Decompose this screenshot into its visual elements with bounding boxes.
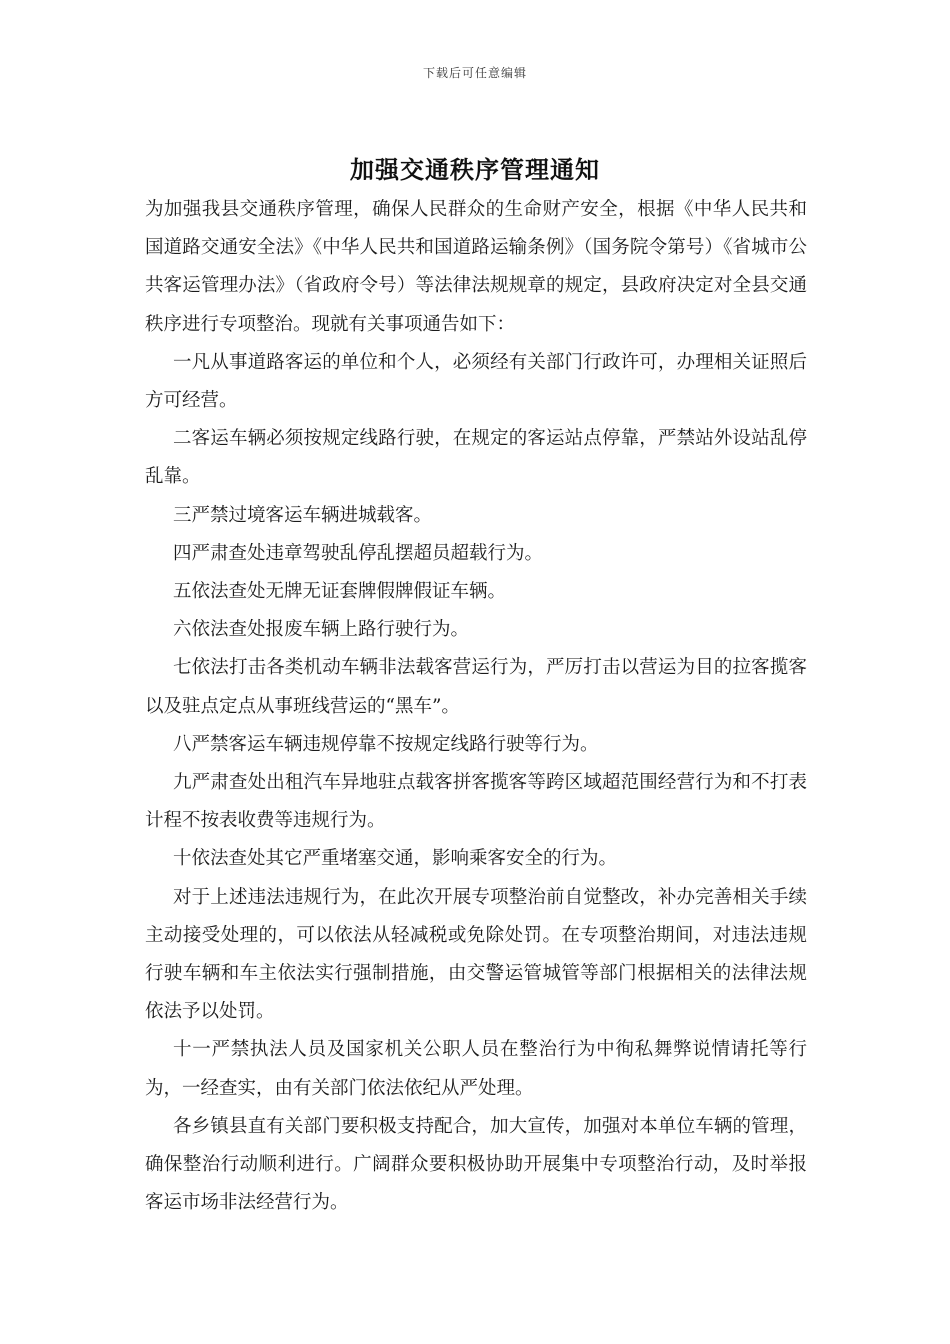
item-paragraph-10: 十依法查处其它严重堵塞交通，影响乘客安全的行为。 xyxy=(173,848,618,870)
header-note: 下载后可任意编辑 xyxy=(422,66,527,80)
item-paragraph-1: 一凡从事道路客运的单位和个人，必须经有关部门行政许可，办理相关证照后方可经营。 xyxy=(145,351,807,412)
document-body xyxy=(145,191,807,1222)
item-paragraph-3: 三严禁过境客运车辆进城载客。 xyxy=(173,504,433,526)
item-paragraph-11: 十一严禁执法人员及国家机关公职人员在整治行为中徇私舞弊说情请托等行为，一经查实，由有关部门依法依纪从严处理。 xyxy=(145,1039,807,1099)
item-paragraph-9: 九严肃查处出租汽车异地驻点载客拼客揽客等跨区域超范围经营行为和不打表计程不按表收费等违规行为。 xyxy=(145,772,807,832)
item-paragraph-2: 二客运车辆必须按规定线路行驶，在规定的客运站点停靠，严禁站外设站乱停乱靠。 xyxy=(145,428,807,488)
item-paragraph-4: 四严肃查处违章驾驶乱停乱摆超员超载行为。 xyxy=(173,542,544,564)
item-paragraph-5: 五依法查处无牌无证套牌假牌假证车辆。 xyxy=(173,581,507,603)
item-paragraph-6: 六依法查处报废车辆上路行驶行为。 xyxy=(173,619,470,641)
intro-paragraph: 为加强我县交通秩序管理，确保人民群众的生命财产安全，根据《中华人民共和国道路交通安全法》《中华人民共和国道路运输条例》（国务院令第号）《省城市公共客运管理办法》（省政府令号）等法律法规规章的规定，县政府决定对全县交通秩序进行专项整治。现就有关事项通告如下： xyxy=(145,199,807,335)
penalty-paragraph: 对于上述违法违规行为，在此次开展专项整治前自觉整改，补办完善相关手续主动接受处理的，可以依法从轻减税或免除处罚。在专项整治期间，对违法违规行驶车辆和车主依法实行强制措施，由交警运管城管等部门根据相关的法律法规依法予以处罚。 xyxy=(145,886,807,1023)
closing-paragraph: 各乡镇县直有关部门要积极支持配合，加大宣传，加强对本单位车辆的管理，确保整治行动顺利进行。广阔群众要积极协助开展集中专项整治行动，及时举报客运市场非法经营行为。 xyxy=(145,1115,807,1214)
document-title: 加强交通秩序管理通知 xyxy=(350,155,600,184)
item-paragraph-8: 八严禁客运车辆违规停靠不按规定线路行驶等行为。 xyxy=(173,733,599,755)
item-paragraph-7: 七依法打击各类机动车辆非法载客营运行为，严厉打击以营运为目的拉客揽客以及驻点定点从事班线营运的“黑车”。 xyxy=(145,657,807,717)
